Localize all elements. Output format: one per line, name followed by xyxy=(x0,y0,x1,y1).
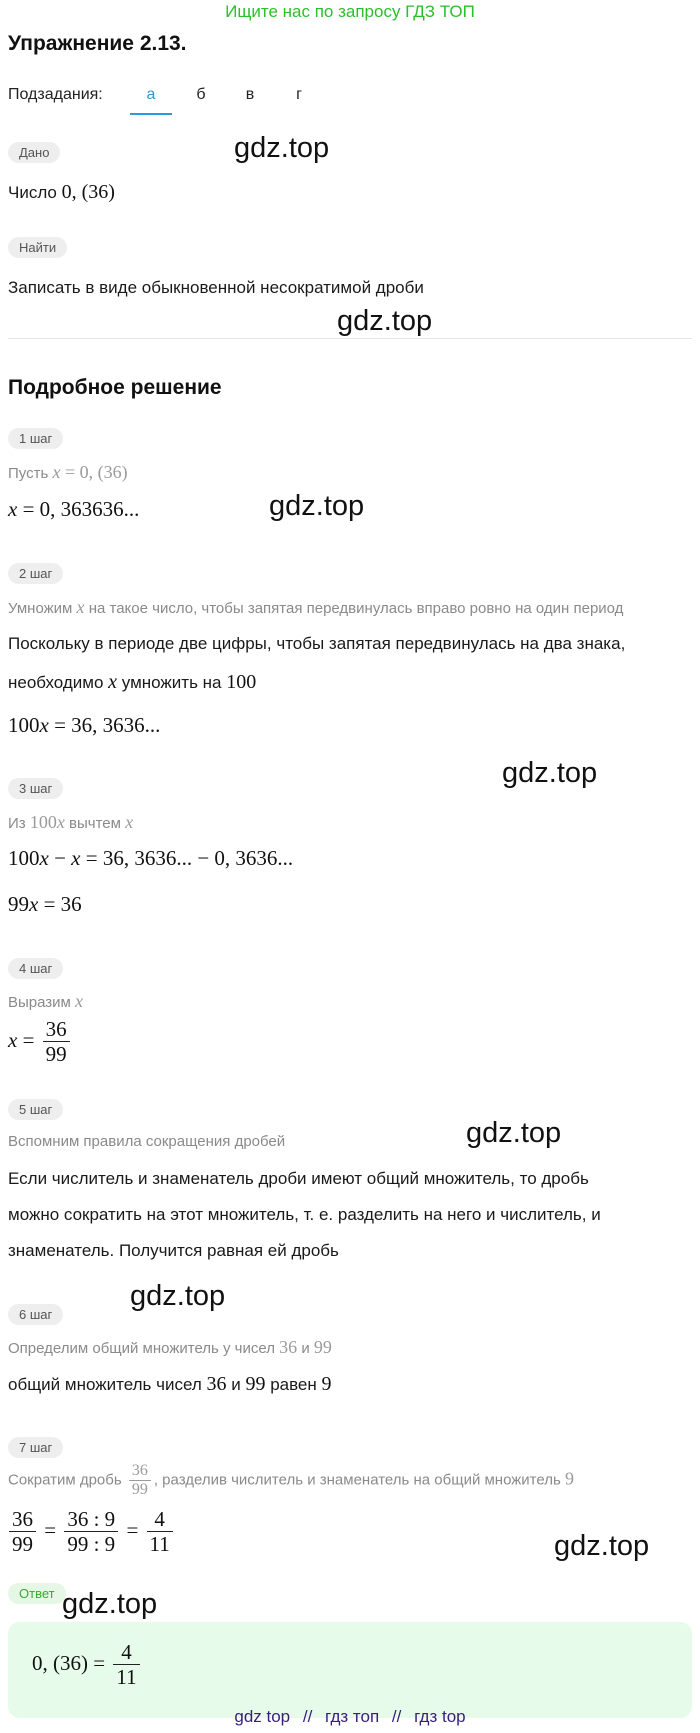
hint-fraction: $\frac{36}{99}$ xyxy=(129,1462,151,1499)
watermark: gdz.top xyxy=(337,305,433,337)
step-1-equation: x = 0, 363636... xyxy=(8,497,140,521)
footer-links xyxy=(0,1707,700,1727)
divider xyxy=(8,338,692,339)
tab-a[interactable]: а xyxy=(146,86,156,103)
step-6-hint: Определим общий множитель у чисел 36 и 99 xyxy=(8,1337,332,1357)
step-3-hint: Из 100x вычтем x xyxy=(8,812,134,832)
answer-equation: 0, (36) = $\frac{4}{11}$ xyxy=(32,1641,143,1689)
footer-link-3[interactable]: гдз top xyxy=(414,1707,466,1726)
footer-link-1[interactable]: gdz top xyxy=(234,1707,291,1726)
fraction-36-99: $\frac{36}{99}$ xyxy=(9,1508,36,1556)
step-4-hint: Выразим x xyxy=(8,991,84,1011)
step-2-text-2: необходимо x умножить на 100 xyxy=(8,671,257,693)
find-text: Записать в виде обыкновенной несократимой дроби xyxy=(8,278,424,297)
step-2-equation: 100x = 36, 3636... xyxy=(8,713,161,737)
step-5-hint: Вспомним правила сокращения дробей xyxy=(8,1133,286,1150)
answer-badge: Ответ xyxy=(8,1583,66,1604)
top-banner[interactable]: Ищите нас по запросу ГДЗ ТОП xyxy=(225,2,475,21)
active-tab-indicator xyxy=(130,113,172,115)
watermark: gdz.top xyxy=(62,1588,158,1620)
exercise-title: Упражнение 2.13. xyxy=(8,32,187,55)
step-2-hint: Умножим x на такое число, чтобы запятая передвинулась вправо ровно на один период xyxy=(8,597,624,617)
fraction-divided: $\frac{36 : 9}{99 : 9}$ xyxy=(64,1508,118,1556)
subtasks-label: Подзадания: xyxy=(8,86,103,103)
step-5-text-2: можно сократить на этот множитель, т. е. разделить на него и числитель, и xyxy=(8,1205,601,1224)
find-badge: Найти xyxy=(8,237,67,258)
step-1-badge: 1 шаг xyxy=(8,428,63,449)
footer-separator: // xyxy=(302,1707,313,1726)
step-5-badge: 5 шаг xyxy=(8,1099,63,1120)
watermark: gdz.top xyxy=(466,1117,562,1149)
step-7-badge: 7 шаг xyxy=(8,1437,63,1458)
step-3-badge: 3 шаг xyxy=(8,778,63,799)
step-6-text: общий множитель чисел 36 и 99 равен 9 xyxy=(8,1373,332,1395)
watermark: gdz.top xyxy=(130,1280,226,1312)
step-5-text-1: Если числитель и знаменатель дроби имеют общий множитель, то дробь xyxy=(8,1169,589,1188)
step-2-text-1: Поскольку в периоде две цифры, чтобы запятая передвинулась на два знака, xyxy=(8,634,626,653)
step-7-hint: Сократим дробь $\frac{36}{99}$ , разделив числитель и знаменатель на общий множитель 9 xyxy=(8,1462,574,1498)
step-2-badge: 2 шаг xyxy=(8,563,63,584)
answer-fraction: $\frac{4}{11}$ xyxy=(113,1641,139,1689)
watermark: gdz.top xyxy=(554,1530,650,1562)
step-1-hint: Пусть x = 0, (36) xyxy=(8,462,128,482)
watermark: gdz.top xyxy=(502,757,598,789)
tab-g[interactable]: г xyxy=(296,86,302,103)
step-4-equation: x = $\frac{36}{99}$ xyxy=(8,1018,73,1066)
tab-b[interactable]: б xyxy=(196,86,206,103)
fraction-4-11: $\frac{4}{11}$ xyxy=(147,1508,173,1556)
watermark: gdz.top xyxy=(234,132,330,164)
given-text: Число 0, (36) xyxy=(8,181,115,203)
watermark: gdz.top xyxy=(269,490,365,522)
footer-separator: // xyxy=(391,1707,402,1726)
solution-title: Подробное решение xyxy=(8,376,222,399)
step-5-text-3: знаменатель. Получится равная ей дробь xyxy=(8,1241,339,1260)
step-4-badge: 4 шаг xyxy=(8,958,63,979)
step-3-equation-1: 100x − x = 36, 3636... − 0, 3636... xyxy=(8,846,294,870)
step-3-equation-2: 99x = 36 xyxy=(8,892,82,916)
step-6-badge: 6 шаг xyxy=(8,1304,63,1325)
tab-v[interactable]: в xyxy=(245,86,255,103)
fraction-36-99: $\frac{36}{99}$ xyxy=(43,1018,70,1066)
footer-link-2[interactable]: гдз топ xyxy=(325,1707,380,1726)
step-7-equation: $\frac{36}{99}$ = $\frac{36 : 9}{99 : 9}$ = $\frac{4}{11}$ xyxy=(6,1508,176,1556)
given-badge: Дано xyxy=(8,142,60,163)
